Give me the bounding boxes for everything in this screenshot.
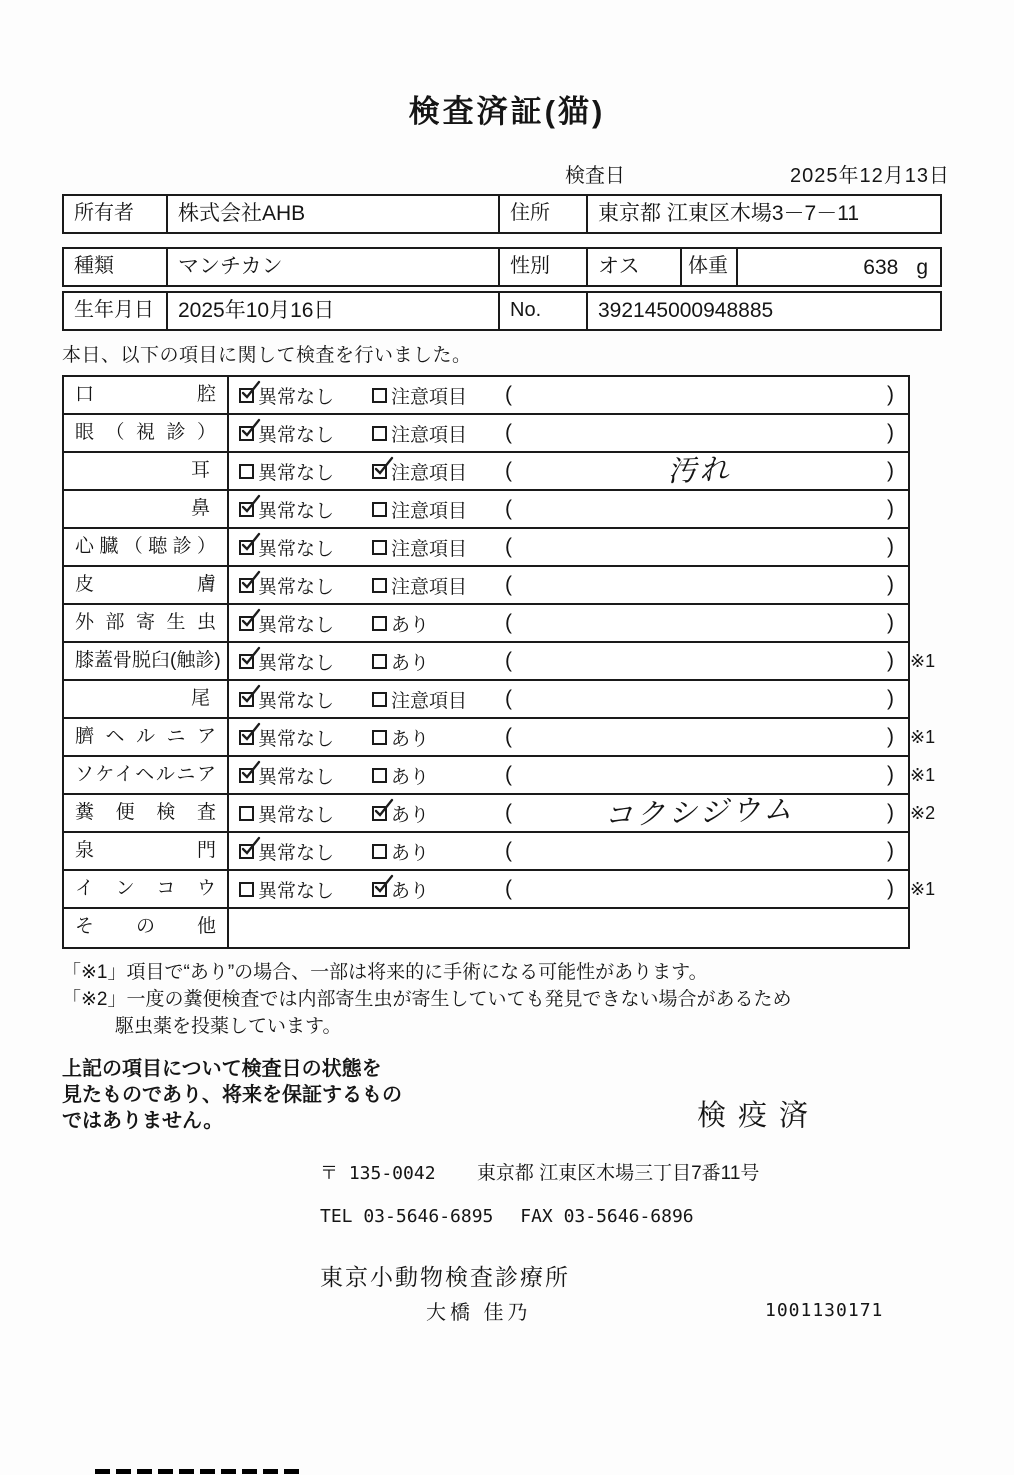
checklist-row (64, 681, 908, 719)
row-label: 鼻 (64, 491, 229, 527)
row-content (229, 453, 908, 489)
row-label: 泉門 (64, 833, 229, 869)
option-normal (239, 648, 372, 675)
option-normal-label: 異常なし (258, 462, 335, 484)
checklist-row (64, 833, 908, 871)
row-content (229, 529, 908, 565)
check-mark-icon (372, 874, 396, 898)
note-area (505, 573, 894, 597)
paren-open: ( (505, 725, 512, 748)
paren-close: ) (887, 573, 894, 596)
option-normal-label: 異常なし (258, 424, 335, 446)
checklist-row (64, 719, 936, 757)
note-area (505, 649, 894, 673)
clinic-phone-line (320, 1206, 952, 1227)
checkbox-flag[interactable] (372, 882, 387, 897)
row-reference-mark: ※1 (910, 879, 936, 899)
footnotes (62, 959, 952, 1040)
row-label: 尾 (64, 681, 229, 717)
paren-open: ( (505, 839, 512, 862)
row-label: 心臓（聴診） (64, 529, 229, 565)
row-label: インコウ (64, 871, 229, 907)
option-flag-label: あり (391, 804, 430, 826)
note-area (505, 839, 894, 863)
paren-open: ( (505, 687, 512, 710)
checklist-row (64, 453, 908, 491)
paren-close: ) (887, 877, 894, 900)
checkbox-flag[interactable] (372, 578, 387, 593)
checkbox-normal[interactable] (239, 654, 254, 669)
handwritten-note: 汚れ (666, 453, 733, 488)
checkbox-normal[interactable] (239, 426, 254, 441)
owner-label: 所有者 (64, 196, 168, 232)
option-normal-label: 異常なし (258, 690, 335, 712)
paren-open: ( (505, 611, 512, 634)
owner-value: 株式会社AHB (168, 196, 500, 232)
paren-close: ) (887, 611, 894, 634)
note-area (505, 383, 894, 407)
option-normal-label: 異常なし (258, 880, 335, 902)
check-mark-icon (239, 532, 263, 556)
row-label: 糞便検査 (64, 795, 229, 831)
option-flag-label: 注意項目 (391, 386, 468, 408)
tel-number: TEL 03-5646-6895 (320, 1206, 494, 1227)
number-value: 392145000948885 (598, 299, 774, 322)
option-flag (372, 534, 505, 561)
option-normal (239, 496, 372, 523)
checklist-row (64, 491, 908, 529)
row-reference-mark: ※1 (910, 727, 936, 747)
note-area (505, 877, 894, 901)
option-flag (372, 876, 505, 903)
checkbox-flag[interactable] (372, 388, 387, 403)
inspection-date-value: 2025年12月13日 (790, 165, 950, 187)
bottom-row (62, 1056, 942, 1134)
checklist-row (64, 871, 936, 909)
row-label: ソケイヘルニア (64, 757, 229, 793)
checkbox-flag[interactable] (372, 502, 387, 517)
checklist-row (64, 793, 936, 833)
checkbox-flag[interactable] (372, 692, 387, 707)
row-label: 口腔 (64, 377, 229, 413)
row-label: その他 (64, 909, 229, 947)
checklist-row (64, 605, 908, 643)
checkbox-normal[interactable] (239, 540, 254, 555)
option-flag (372, 762, 505, 789)
row-content (229, 871, 908, 907)
row-content (229, 491, 908, 527)
option-normal (239, 838, 372, 865)
checkbox-normal[interactable] (239, 730, 254, 745)
check-mark-icon (239, 380, 263, 404)
option-normal (239, 534, 372, 561)
checkbox-normal[interactable] (239, 464, 254, 479)
paren-close: ) (887, 687, 894, 710)
option-normal (239, 800, 372, 827)
check-mark-icon (239, 608, 263, 632)
option-normal (239, 876, 372, 903)
option-normal (239, 724, 372, 751)
check-mark-icon (239, 646, 263, 670)
handwritten-note (512, 388, 887, 401)
option-normal (239, 458, 372, 485)
handwritten-note (512, 540, 887, 553)
note-area (505, 793, 894, 832)
option-normal (239, 572, 372, 599)
birthdate-label: 生年月日 (64, 293, 168, 329)
owner-table-row (62, 194, 942, 234)
check-mark-icon (372, 456, 396, 480)
option-normal (239, 420, 372, 447)
address-value: 東京都 江東区木場3－7－11 (598, 202, 859, 225)
footnote-2: 「※2」一度の糞便検査では内部寄生虫が寄生していても発見できない場合があるため (62, 989, 792, 1010)
note-area (505, 687, 894, 711)
option-flag-label: あり (391, 880, 430, 902)
checkbox-normal[interactable] (239, 502, 254, 517)
option-normal (239, 610, 372, 637)
paren-close: ) (887, 801, 894, 824)
handwritten-note (512, 616, 887, 629)
handwritten-note: コクシジウム (603, 793, 796, 832)
disclaimer-line-3: ではありません。 (62, 1110, 224, 1132)
checkbox-flag[interactable] (372, 464, 387, 479)
option-normal-label: 異常なし (258, 652, 335, 674)
breed-value: マンチカン (168, 249, 500, 285)
checkbox-flag[interactable] (372, 540, 387, 555)
weight-label: 体重 (682, 249, 738, 285)
postal-code: 〒 135-0042 (320, 1163, 436, 1184)
note-area (505, 763, 894, 787)
option-normal-label: 異常なし (258, 842, 335, 864)
checkbox-normal[interactable] (239, 806, 254, 821)
option-normal-label: 異常なし (258, 766, 335, 788)
option-normal-label: 異常なし (258, 386, 335, 408)
handwritten-note (512, 768, 887, 781)
checkbox-flag[interactable] (372, 768, 387, 783)
paren-open: ( (505, 383, 512, 406)
option-flag-label: 注意項目 (391, 462, 468, 484)
option-flag-label: 注意項目 (391, 500, 468, 522)
serial-number: 1001130171 (765, 1300, 884, 1321)
weight-cell (738, 249, 940, 285)
checkbox-normal[interactable] (239, 844, 254, 859)
option-flag-label: あり (391, 652, 430, 674)
disclaimer-line-1: 上記の項目について検査日の状態を (62, 1058, 382, 1080)
checklist-table (62, 375, 936, 949)
disclaimer-line-2: 見たものであり、将来を保証するもの (62, 1084, 402, 1106)
paren-close: ) (887, 383, 894, 406)
paren-close: ) (887, 839, 894, 862)
address-label: 住所 (500, 196, 588, 232)
row-reference-mark: ※2 (910, 803, 936, 823)
option-flag (372, 382, 505, 409)
inspection-date-row (62, 157, 952, 187)
note-area (505, 497, 894, 521)
row-content (229, 377, 908, 413)
checklist-row (64, 757, 936, 795)
checklist-row (64, 415, 908, 453)
row-content (229, 681, 908, 717)
paren-close: ) (887, 725, 894, 748)
weight-value: 638 (863, 255, 899, 279)
checkbox-normal[interactable] (239, 692, 254, 707)
row-content (229, 795, 908, 831)
option-flag (372, 610, 505, 637)
checklist-row (64, 529, 908, 567)
option-flag (372, 572, 505, 599)
paren-close: ) (887, 459, 894, 482)
handwritten-note (512, 730, 887, 743)
inspection-date-label: 検査日 (565, 165, 625, 187)
option-flag-label: あり (391, 728, 430, 750)
paren-close: ) (887, 649, 894, 672)
paren-open: ( (505, 649, 512, 672)
checklist-row (64, 567, 908, 605)
checklist-row (64, 909, 908, 947)
option-flag-label: あり (391, 766, 430, 788)
option-normal-label: 異常なし (258, 728, 335, 750)
handwritten-note (512, 654, 887, 667)
row-content (229, 605, 908, 641)
row-reference-mark: ※1 (910, 765, 936, 785)
option-flag (372, 838, 505, 865)
check-mark-icon (239, 836, 263, 860)
animal-table-row-1 (62, 247, 942, 287)
option-flag-label: あり (391, 614, 430, 636)
checkbox-flag[interactable] (372, 654, 387, 669)
breed-label: 種類 (64, 249, 168, 285)
option-flag-label: 注意項目 (391, 538, 468, 560)
handwritten-note (512, 578, 887, 591)
handwritten-note (512, 844, 887, 857)
animal-table-row-2 (62, 291, 942, 331)
option-normal-label: 異常なし (258, 576, 335, 598)
paren-open: ( (505, 801, 512, 824)
handwritten-note (512, 882, 887, 895)
veterinarian-name: 大橋 佳乃 (426, 1302, 532, 1324)
row-content (229, 719, 908, 755)
option-normal (239, 686, 372, 713)
check-mark-icon (239, 760, 263, 784)
footnote-2-continuation: 駆虫薬を投薬しています。 (115, 1016, 342, 1037)
intro-text: 本日、以下の項目に関して検査を行いました。 (62, 345, 472, 366)
row-label: 外部寄生虫 (64, 605, 229, 641)
scan-artifact (95, 1469, 303, 1474)
number-label: No. (500, 293, 588, 329)
paren-close: ) (887, 497, 894, 520)
fax-number: FAX 03-5646-6896 (520, 1206, 694, 1227)
paren-open: ( (505, 573, 512, 596)
paren-close: ) (887, 535, 894, 558)
paren-open: ( (505, 421, 512, 444)
quarantine-stamp: 検疫済 (696, 1100, 820, 1132)
checkbox-normal[interactable] (239, 768, 254, 783)
option-flag (372, 458, 505, 485)
check-mark-icon (372, 798, 396, 822)
option-flag (372, 420, 505, 447)
option-flag (372, 648, 505, 675)
checkbox-flag[interactable] (372, 844, 387, 859)
row-content (229, 567, 908, 603)
option-normal-label: 異常なし (258, 538, 335, 560)
option-flag (372, 496, 505, 523)
option-flag-label: 注意項目 (391, 424, 468, 446)
disclaimer-text (62, 1056, 402, 1134)
row-label: 膝蓋骨脱臼(触診) (64, 643, 229, 679)
checkbox-normal[interactable] (239, 578, 254, 593)
option-flag (372, 724, 505, 751)
check-mark-icon (239, 570, 263, 594)
note-area (505, 611, 894, 635)
option-flag-label: あり (391, 842, 430, 864)
sex-value: オス (588, 249, 682, 285)
checkbox-normal[interactable] (239, 616, 254, 631)
option-normal-label: 異常なし (258, 804, 335, 826)
handwritten-note (512, 502, 887, 515)
option-flag-label: 注意項目 (391, 690, 468, 712)
checklist-row (64, 377, 908, 415)
checkbox-flag[interactable] (372, 616, 387, 631)
paren-open: ( (505, 877, 512, 900)
row-content (229, 643, 908, 679)
paren-close: ) (887, 763, 894, 786)
row-content (229, 415, 908, 451)
clinic-address: 東京都 江東区木場三丁目7番11号 (476, 1163, 760, 1184)
note-area (505, 421, 894, 445)
clinic-address-line (320, 1158, 952, 1182)
checkbox-flag[interactable] (372, 426, 387, 441)
weight-unit: g (916, 255, 928, 279)
check-mark-icon (239, 684, 263, 708)
checkbox-flag[interactable] (372, 806, 387, 821)
note-area (505, 725, 894, 749)
option-normal-label: 異常なし (258, 500, 335, 522)
handwritten-note (512, 426, 887, 439)
note-area (505, 453, 894, 488)
footnote-1: 「※1」項目で“あり”の場合、一部は将来的に手術になる可能性があります。 (62, 962, 708, 983)
option-normal-label: 異常なし (258, 614, 335, 636)
check-mark-icon (239, 722, 263, 746)
row-label: 眼（視診） (64, 415, 229, 451)
option-flag (372, 800, 505, 827)
paren-close: ) (887, 421, 894, 444)
note-area (505, 535, 894, 559)
option-flag (372, 686, 505, 713)
check-mark-icon (239, 494, 263, 518)
row-label: 臍ヘルニア (64, 719, 229, 755)
checklist-row (64, 643, 936, 681)
option-normal (239, 762, 372, 789)
paren-open: ( (505, 459, 512, 482)
check-mark-icon (239, 418, 263, 442)
checkbox-flag[interactable] (372, 730, 387, 745)
checkbox-normal[interactable] (239, 388, 254, 403)
paren-open: ( (505, 535, 512, 558)
row-label: 皮膚 (64, 567, 229, 603)
option-normal (239, 382, 372, 409)
birthdate-value: 2025年10月16日 (168, 293, 500, 329)
paren-open: ( (505, 497, 512, 520)
option-flag-label: 注意項目 (391, 576, 468, 598)
sex-label: 性別 (500, 249, 588, 285)
checkbox-normal[interactable] (239, 882, 254, 897)
paren-open: ( (505, 763, 512, 786)
page-title: 検査済証(猫) (408, 94, 606, 129)
row-reference-mark: ※1 (910, 651, 936, 671)
clinic-name: 東京小動物検査診療所 (320, 1264, 570, 1290)
row-content (229, 833, 908, 869)
row-label: 耳 (64, 453, 229, 489)
handwritten-note (512, 692, 887, 705)
row-content (229, 757, 908, 793)
